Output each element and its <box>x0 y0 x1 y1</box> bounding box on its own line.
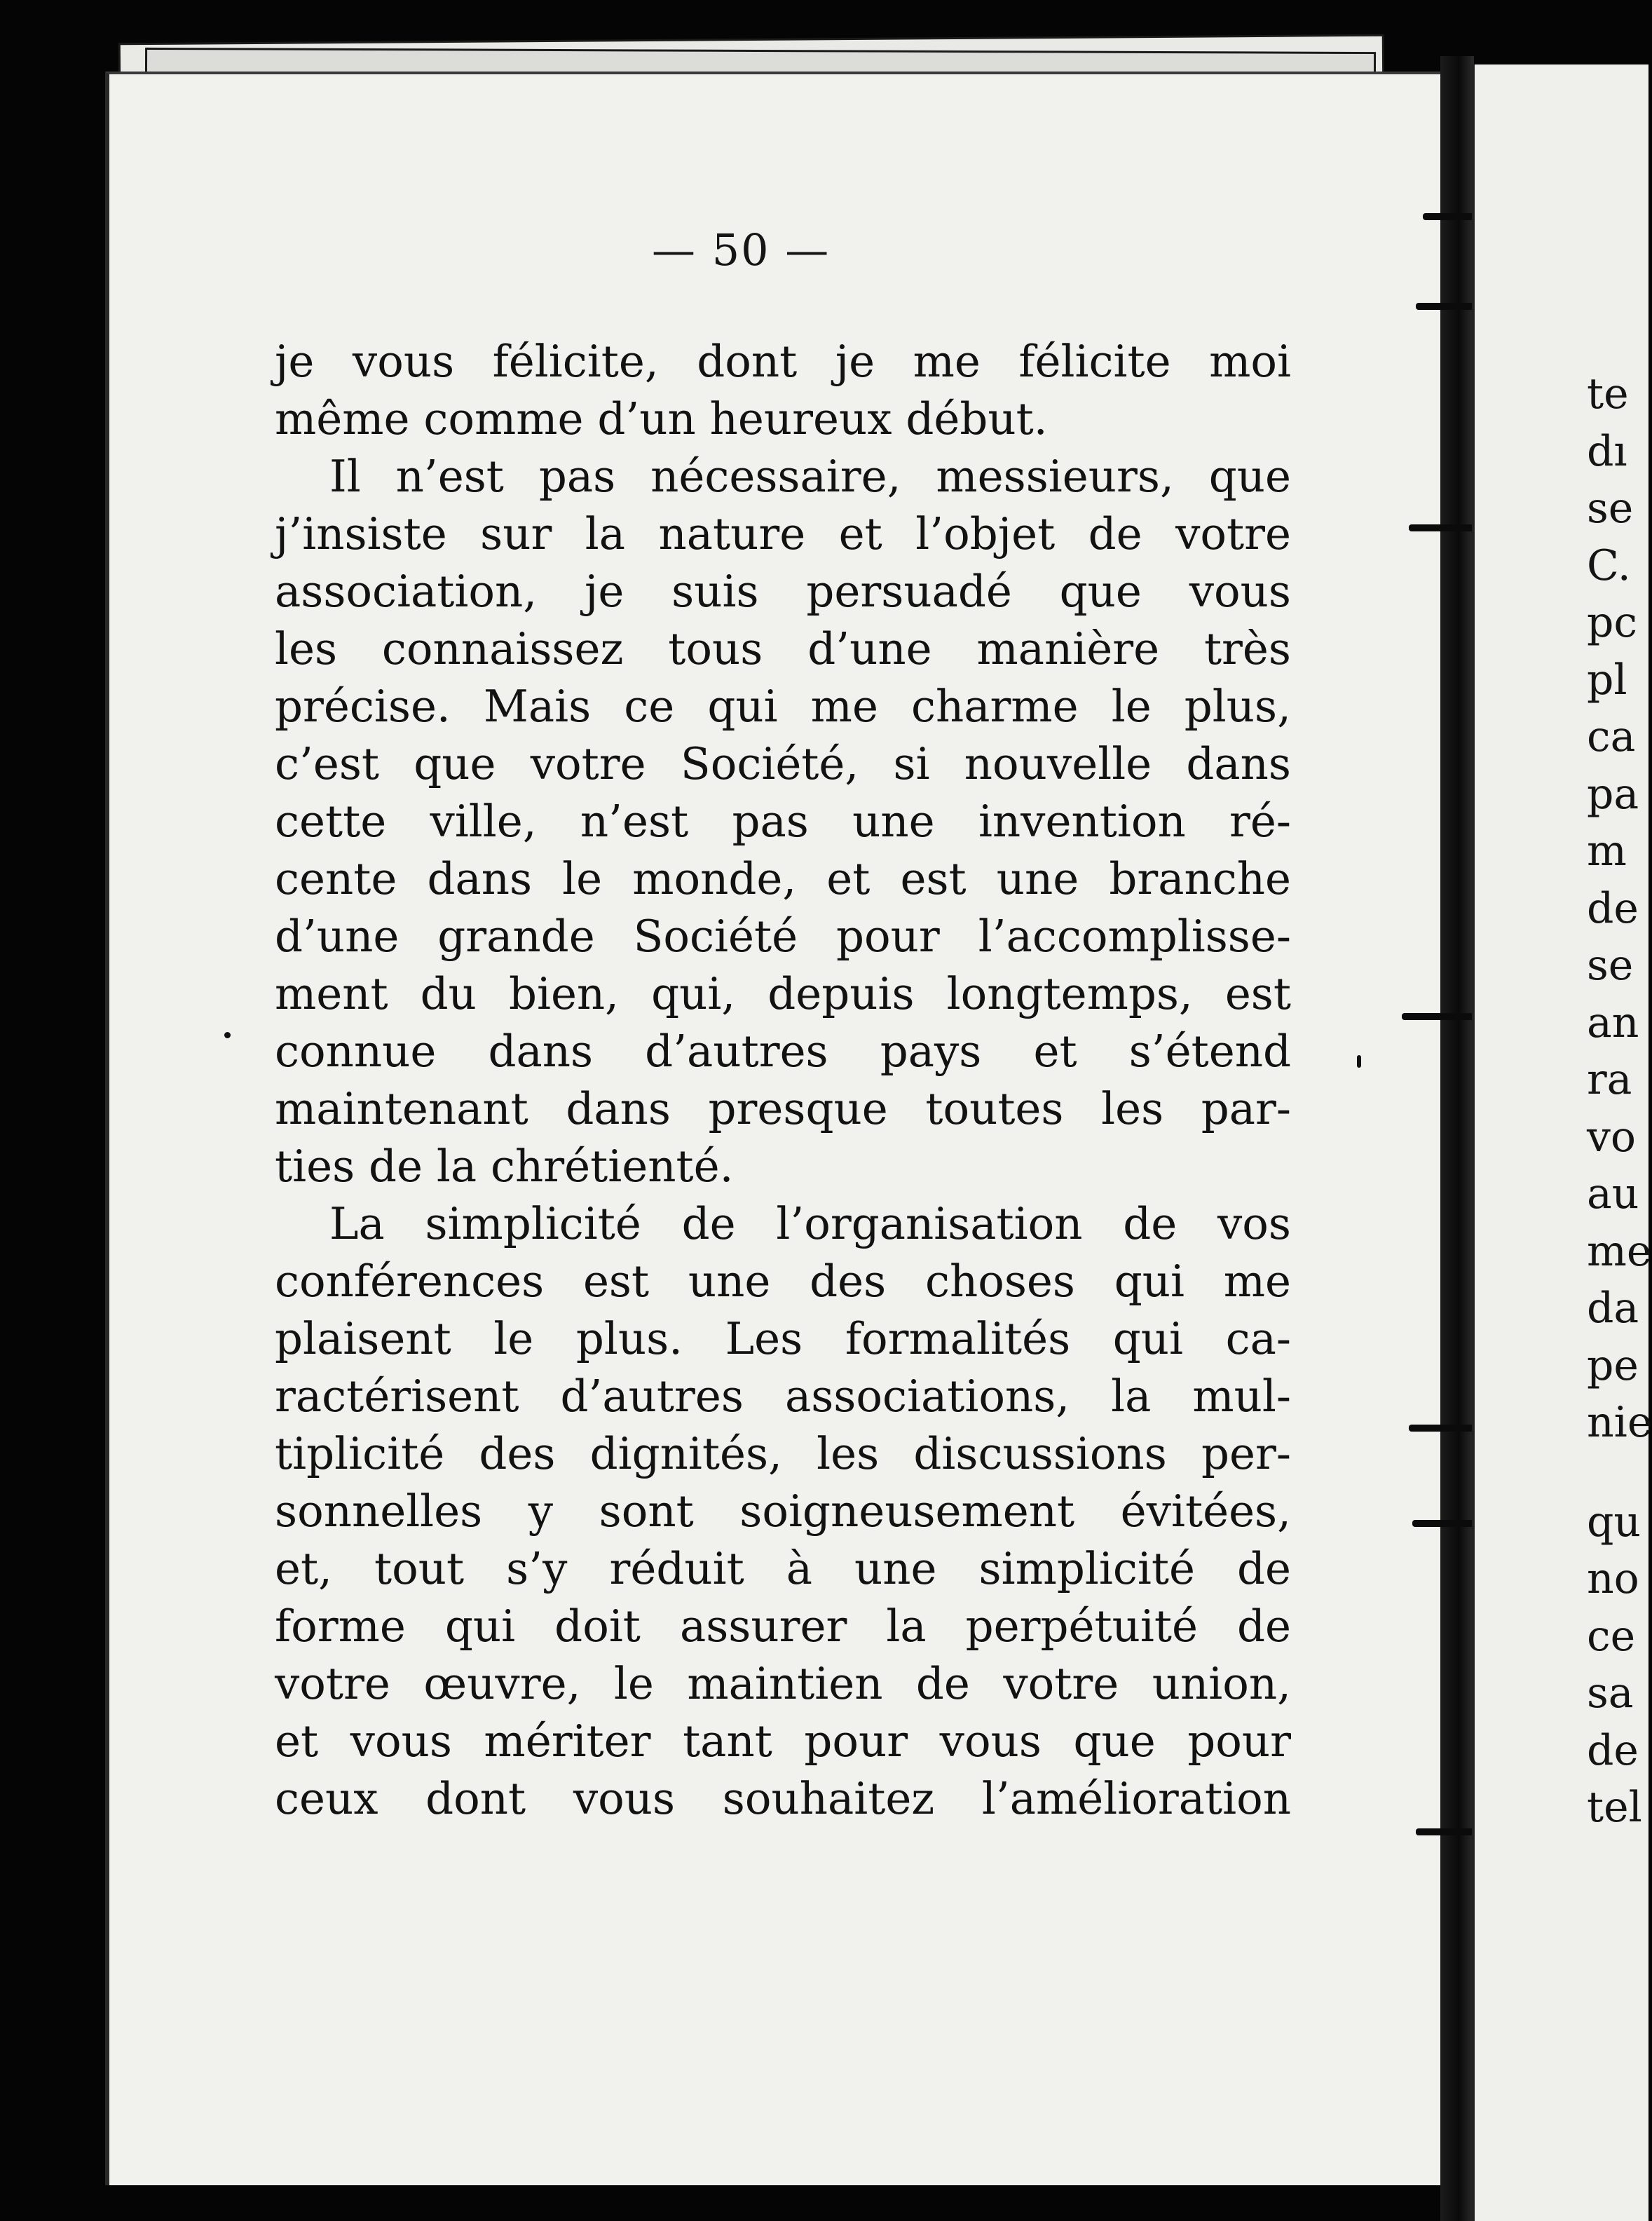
text-line: sonnelles y sont soigneusement évitées, <box>275 1486 1291 1537</box>
adjacent-fragment: nie <box>1587 1398 1652 1447</box>
text-line: connue dans d’autres pays et s’étend <box>275 1026 1291 1077</box>
adjacent-fragment: qu <box>1587 1497 1641 1547</box>
page-number: — 50 — <box>652 224 831 276</box>
adjacent-fragment: tel <box>1587 1783 1642 1832</box>
adjacent-page <box>1472 64 1652 2221</box>
text-line: cente dans le monde, et est une branche <box>275 853 1291 904</box>
ink-speck <box>1357 1055 1361 1068</box>
adjacent-fragment: au <box>1587 1169 1639 1218</box>
adjacent-fragment: se <box>1587 941 1634 990</box>
text-line: j’insiste sur la nature et l’objet de votre <box>275 508 1291 559</box>
text-line: ties de la chrétienté. <box>275 1141 734 1192</box>
text-line: maintenant dans presque toutes les par- <box>275 1083 1291 1134</box>
adjacent-fragment: sa <box>1587 1669 1634 1718</box>
adjacent-fragment: m <box>1587 827 1627 876</box>
adjacent-fragment: me <box>1587 1226 1652 1276</box>
adjacent-fragment: pc <box>1587 598 1638 647</box>
adjacent-fragment: no <box>1587 1554 1639 1603</box>
adjacent-fragment: pa <box>1587 769 1639 819</box>
adjacent-fragment: ra <box>1587 1055 1632 1104</box>
adjacent-fragment: de <box>1587 883 1639 933</box>
paragraph-gap <box>1587 1452 1652 1494</box>
ink-speck <box>224 1032 231 1038</box>
adjacent-fragment: ca <box>1587 712 1636 761</box>
text-line: ractérisent d’autres associations, la mul- <box>275 1371 1291 1422</box>
text-line: précise. Mais ce qui me charme le plus, <box>275 681 1291 732</box>
text-line: je vous félicite, dont je me félicite moi <box>275 336 1291 387</box>
text-line: c’est que votre Société, si nouvelle dans <box>275 738 1291 789</box>
adjacent-fragment: te <box>1587 369 1629 419</box>
text-line: et vous mériter tant pour vous que pour <box>275 1716 1291 1767</box>
binding-gutter <box>1440 56 1474 2221</box>
adjacent-fragment: dı <box>1587 426 1627 476</box>
text-line: d’une grande Société pour l’accomplisse- <box>275 911 1291 962</box>
body-text <box>275 333 1291 1828</box>
text-line: cette ville, n’est pas une invention ré- <box>275 796 1291 847</box>
adjacent-fragment: da <box>1587 1284 1639 1333</box>
adjacent-fragment: pe <box>1587 1340 1639 1390</box>
text-line: forme qui doit assurer la perpétuité de <box>275 1601 1291 1652</box>
text-line: conférences est une des choses qui me <box>275 1256 1291 1307</box>
adjacent-fragment: vo <box>1587 1112 1637 1162</box>
text-line: les connaissez tous d’une manière très <box>275 623 1291 674</box>
text-line: et, tout s’y réduit à une simplicité de <box>275 1543 1291 1594</box>
adjacent-fragment: pl <box>1587 655 1627 705</box>
adjacent-fragment: C. <box>1587 541 1631 590</box>
text-line: ment du bien, qui, depuis longtemps, est <box>275 968 1291 1019</box>
text-line: plaisent le plus. Les formalités qui ca- <box>275 1313 1291 1364</box>
text-line: association, je suis persuadé que vous <box>275 566 1291 617</box>
text-line: même comme d’un heureux début. <box>275 393 1048 444</box>
text-line: ceux dont vous souhaitez l’amélioration <box>275 1773 1291 1824</box>
text-line: La simplicité de l’organisation de vos <box>329 1198 1291 1249</box>
adjacent-fragment: de <box>1587 1725 1639 1775</box>
text-line: tiplicité des dignités, les discussions per- <box>275 1428 1291 1479</box>
adjacent-fragment: se <box>1587 484 1634 533</box>
adjacent-fragment: ce <box>1587 1611 1636 1661</box>
text-line: Il n’est pas nécessaire, messieurs, que <box>329 451 1291 502</box>
text-line: votre œuvre, le maintien de votre union, <box>275 1658 1291 1709</box>
adjacent-fragment: an <box>1587 998 1639 1047</box>
adjacent-page-text <box>1587 366 1652 1837</box>
